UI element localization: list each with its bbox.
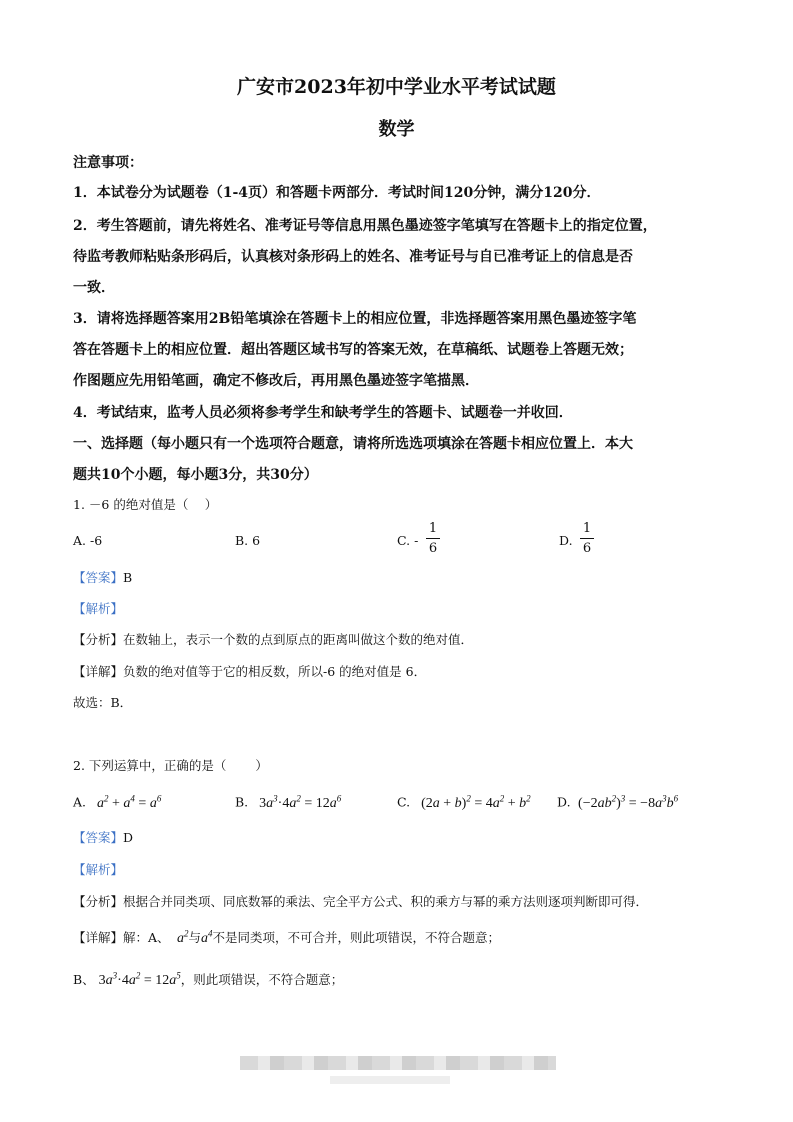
answer-value: B	[123, 570, 133, 585]
xiangjie-tag: 【详解】	[73, 664, 124, 679]
notice-heading: 注意事项：	[73, 155, 143, 171]
xiangjie-text: 负数的绝对值等于它的相反数，所以-6 的绝对值是 6．	[123, 664, 427, 679]
answer-line	[73, 828, 133, 846]
analysis-tag: 【解析】	[73, 862, 124, 877]
notice-line: 作图题应先用铅笔画，确定不修改后，再用黑色墨迹签字笔描黑．	[73, 373, 479, 389]
option-label: B、	[73, 972, 95, 987]
formula: $a^2$	[173, 928, 189, 946]
fraction-denominator: 6	[428, 541, 438, 556]
answer-tag: 【答案】	[73, 570, 124, 585]
option-a	[73, 793, 161, 812]
answer-value: D	[123, 830, 134, 845]
page-title: 广安市2023年初中学业水平考试试题	[237, 76, 556, 98]
notice-line: 答在答题卡上的相应位置．超出答题区域书写的答案无效，在草稿纸、试题卷上答题无效；	[73, 342, 633, 358]
choose-line: 故选：B．	[73, 695, 133, 710]
notice-line: 待监考教师粘贴条形码后，认真核对条形码上的姓名、准考证号与自已准考证上的信息是否	[73, 249, 633, 265]
notice-line: 4．考试结束，监考人员必须将参考学生和缺考学生的答题卡、试题卷一并收回．	[73, 405, 573, 421]
formula: $a^2 + a^4 = a^6$	[90, 793, 162, 811]
xiangjie-b-line	[73, 970, 343, 989]
fraction-d	[580, 521, 594, 556]
fraction-numerator: 1	[582, 521, 592, 536]
footer-watermark	[240, 1056, 556, 1070]
option-c	[397, 793, 531, 812]
option-label: B.	[235, 794, 249, 810]
fenxi-text: 根据合并同类项、同底数幂的乘法、完全平方公式、积的乘方与幂的乘方法则逐项判断即可得．	[123, 894, 649, 909]
notice-line: 一致．	[73, 280, 115, 296]
option-b: B. 6	[235, 533, 261, 548]
formula: $3a^3\cdot 4a^2 = 12a^5$	[98, 970, 181, 988]
fenxi-tag: 【分析】	[73, 632, 124, 647]
fraction-numerator: 1	[428, 521, 438, 536]
answer-line	[73, 568, 132, 586]
option-label: D.	[557, 794, 571, 810]
notice-line: 3．请将选择题答案用2B铅笔填涂在答题卡上的相应位置，非选择题答案用黑色墨迹签字笔	[73, 311, 637, 327]
footer-watermark	[330, 1076, 450, 1084]
question-stem: 2. 下列运算中，正确的是（ ）	[73, 758, 268, 773]
fenxi-line	[73, 630, 473, 648]
option-d: D.	[559, 533, 573, 548]
xiangjie-text: ，则此项错误，不符合题意；	[180, 972, 344, 987]
fenxi-text: 在数轴上，表示一个数的点到原点的距离叫做这个数的绝对值．	[123, 632, 474, 647]
xiangjie-text: 解：A、	[123, 930, 170, 945]
fenxi-line	[73, 892, 648, 910]
option-b	[235, 793, 341, 812]
xiangjie-line	[73, 928, 500, 947]
xiangjie-text: 不是同类项，不可合并，则此项错误，不符合题意；	[212, 930, 501, 945]
formula: $(2a + b)^2 = 4a^2 + b^2$	[421, 793, 531, 811]
fraction-c	[426, 521, 440, 556]
notice-line: 2．考生答题前，请先将姓名、准考证号等信息用黑色墨迹签字笔填写在答题卡上的指定位置，	[73, 218, 657, 234]
option-label: A.	[73, 794, 87, 810]
question-stem: 1. －6 的绝对值是（ ）	[73, 497, 218, 512]
formula: $(-2ab^2)^3 = -8a^3b^6$	[578, 793, 679, 811]
answer-tag: 【答案】	[73, 830, 124, 845]
analysis-tag: 【解析】	[73, 601, 124, 616]
option-d	[557, 793, 678, 812]
fenxi-tag: 【分析】	[73, 894, 124, 909]
subject-title: 数学	[378, 119, 415, 140]
xiangjie-line	[73, 662, 426, 680]
formula: $3a^3\cdot 4a^2 = 12a^6$	[259, 793, 342, 811]
section-heading: 一、选择题（每小题只有一个选项符合题意，请将所选选项填涂在答题卡相应位置上．本大	[73, 436, 633, 452]
section-heading: 题共10个小题，每小题3分，共30分）	[73, 467, 318, 483]
option-label: C.	[397, 794, 411, 810]
notice-line: 1．本试卷分为试题卷（1-4页）和答题卡两部分．考试时间120分钟，满分120分．	[73, 185, 601, 201]
fraction-denominator: 6	[582, 541, 592, 556]
xiangjie-tag: 【详解】	[73, 930, 124, 945]
option-a: A. -6	[73, 533, 103, 548]
connector-text: 与	[188, 930, 202, 945]
option-c: C. -	[397, 533, 419, 548]
formula: $a^4$	[201, 928, 213, 946]
